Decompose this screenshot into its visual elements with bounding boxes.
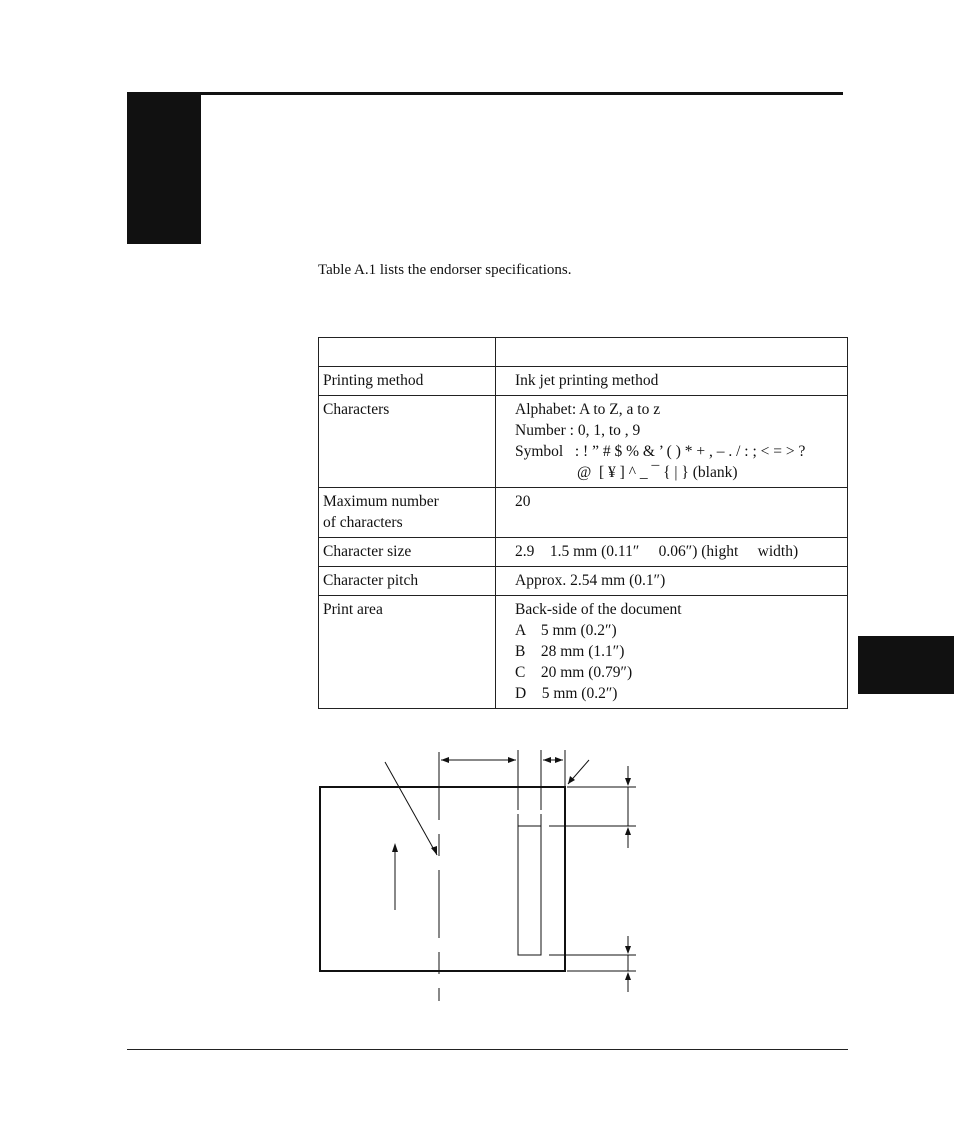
row-value-line: C 20 mm (0.79″) <box>515 664 633 681</box>
table-row <box>319 396 848 488</box>
document-outline <box>320 787 565 971</box>
row-value-line: Back-side of the document <box>515 601 682 618</box>
row-label-line: Printing method <box>323 372 424 389</box>
row-value-cell <box>496 396 848 488</box>
table-row <box>319 538 848 567</box>
chapter-block <box>127 92 201 244</box>
row-value-cell <box>496 538 848 567</box>
row-value-cell <box>496 567 848 596</box>
row-label-cell <box>319 538 496 567</box>
leader-line <box>385 762 437 855</box>
row-value-line: 20 <box>515 493 531 510</box>
row-value-line: @ [ ¥ ] ^ _ ¯ { | } (blank) <box>515 464 738 481</box>
row-label-line: Character size <box>323 543 412 560</box>
row-value-cell <box>496 488 848 538</box>
print-area-box <box>518 826 541 955</box>
row-value-line: Alphabet: A to Z, a to z <box>515 401 661 418</box>
top-rule <box>127 92 843 95</box>
row-label-line: Character pitch <box>323 572 419 589</box>
row-label-cell <box>319 396 496 488</box>
row-value-cell <box>496 596 848 709</box>
row-label-line: Print area <box>323 601 383 618</box>
row-value-line: B 28 mm (1.1″) <box>515 643 625 660</box>
print-area-diagram <box>300 740 660 1005</box>
row-label-cell <box>319 567 496 596</box>
intro-text: Table A.1 lists the endorser specifications. <box>318 262 572 278</box>
row-value-line: Ink jet printing method <box>515 372 659 389</box>
row-label-line: Characters <box>323 401 390 418</box>
row-value-line: Number : 0, 1, to , 9 <box>515 422 641 439</box>
header-cell-spec <box>496 338 848 367</box>
row-label-cell <box>319 488 496 538</box>
row-value-line: 2.9 1.5 mm (0.11″ 0.06″) (hight width) <box>515 543 799 560</box>
row-value-line: D 5 mm (0.2″) <box>515 685 618 702</box>
row-value-line: Symbol : ! ” # $ % & ’ ( ) * + , – . / : ; < = > ? <box>515 443 806 460</box>
row-label-line: Maximum number <box>323 493 439 510</box>
table-row <box>319 367 848 396</box>
spec-table <box>318 337 848 709</box>
bottom-rule <box>127 1049 848 1050</box>
row-value-line: A 5 mm (0.2″) <box>515 622 617 639</box>
header-cell-item <box>319 338 496 367</box>
table-header-row <box>319 338 848 367</box>
row-value-cell <box>496 367 848 396</box>
row-label-cell <box>319 596 496 709</box>
row-label-cell <box>319 367 496 396</box>
table-row <box>319 488 848 538</box>
side-tab <box>858 636 954 694</box>
row-label-line: of characters <box>323 514 403 531</box>
table-row <box>319 596 848 709</box>
table-row <box>319 567 848 596</box>
row-value-line: Approx. 2.54 mm (0.1″) <box>515 572 666 589</box>
